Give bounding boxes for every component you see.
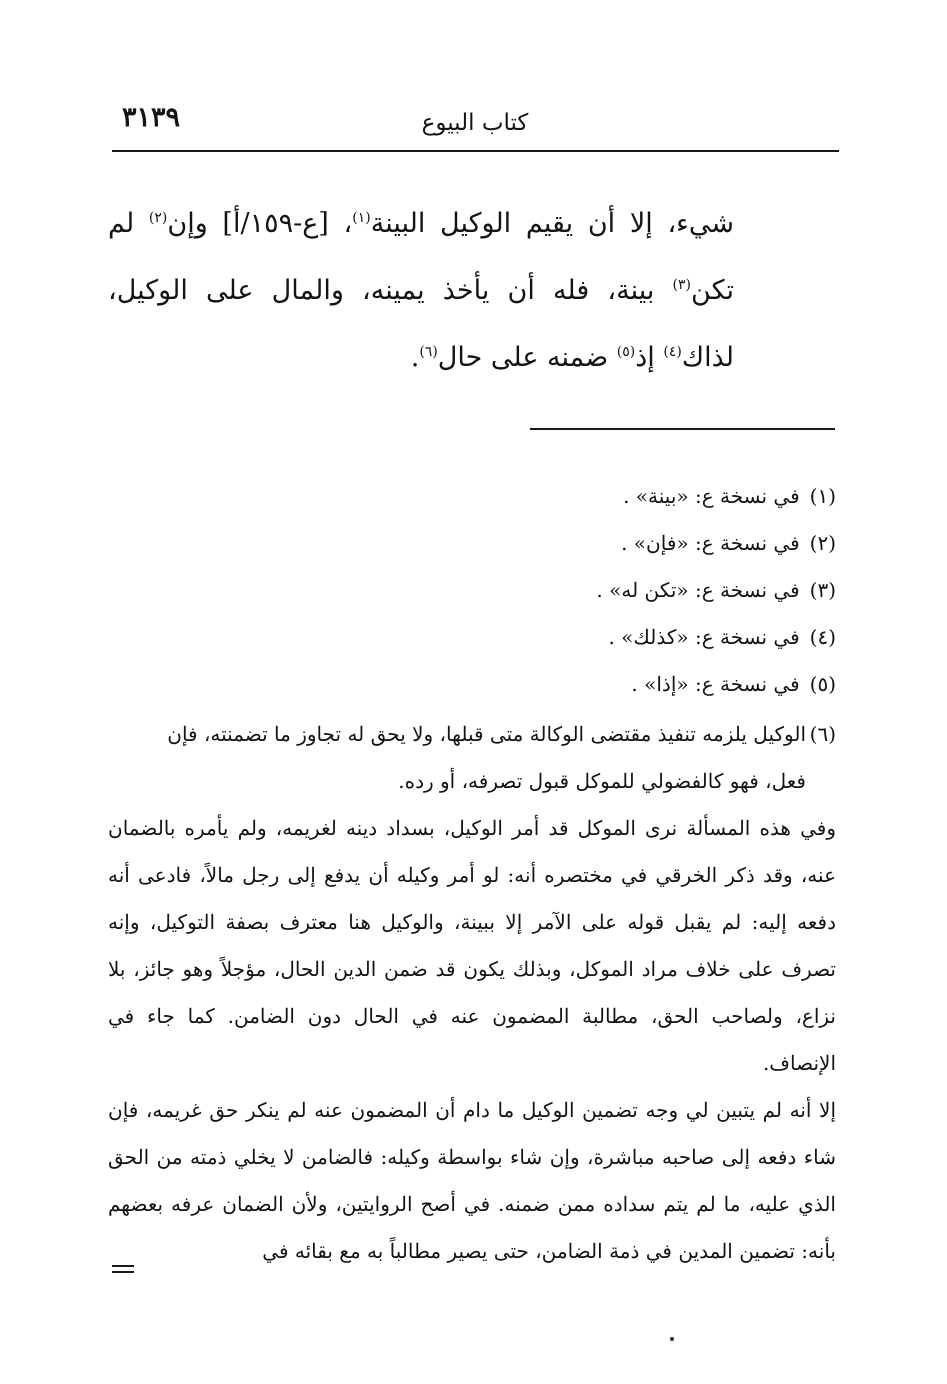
page-speck bbox=[670, 1337, 674, 1341]
footnote-separator bbox=[530, 428, 835, 430]
footnote-number: (٥) bbox=[809, 672, 836, 696]
footnote-number: (٣) bbox=[809, 578, 836, 602]
footnote-text: في نسخة ع: «بينة» . bbox=[623, 484, 800, 508]
footnote-item bbox=[108, 664, 836, 711]
running-title: كتاب البيوع bbox=[421, 110, 529, 136]
main-text-segment: . bbox=[410, 342, 420, 373]
footnote-item bbox=[108, 570, 836, 617]
footnote-text: في نسخة ع: «تكن له» . bbox=[596, 578, 800, 602]
footnote-number: (٤) bbox=[809, 625, 836, 649]
footnote-ref: (٦) bbox=[419, 344, 438, 360]
footnote-text: في نسخة ع: «فإن» . bbox=[621, 531, 800, 555]
main-text-segment: إذ bbox=[635, 342, 664, 373]
footnote-text: فعل، فهو كالفضولي للموكل قبول تصرفه، أو رده. bbox=[398, 769, 806, 793]
footnote-ref: (١) bbox=[352, 210, 371, 226]
main-text-segment: ، [ع-١٥٩/أ] وإن bbox=[167, 208, 353, 239]
footnote-number: (٦) bbox=[809, 722, 836, 746]
continuation-mark bbox=[112, 1265, 134, 1277]
footnote-text: في نسخة ع: «كذلك» . bbox=[608, 625, 800, 649]
footnote-item-long bbox=[108, 711, 836, 805]
footnote-paragraph: وفي هذه المسألة نرى الموكل قد أمر الوكيل، بسداد دينه لغريمه، ولم يأمره بالضمان عنه، وقد ذكر الخرقي في مختصره أنه: لو أمر وكيله أن يدفع إلى رجل مالاً، فادعى أنه دفعه إليه: لم يقبل قوله على الآمر إلا ببينة، والوكيل هنا معترف بصفة التوكيل، وإنه تصرف على خلاف مراد الموكل، وبذلك يكون قد ضمن الدين الحال، مؤجلاً وهو جائز، بلا نزاع، ولصاحب الحق، مطالبة المضمون عنه في الحال دون الضامن. كما جاء في الإنصاف. bbox=[108, 816, 836, 1075]
main-text-segment: بينة، فله أن يأخذ يمينه، والمال على الوكيل، لذاك bbox=[108, 275, 734, 373]
main-text-segment: ضمنه على حال bbox=[437, 342, 617, 373]
header-rule bbox=[112, 150, 839, 152]
footnote-ref: (٤) bbox=[663, 344, 682, 360]
main-text bbox=[108, 190, 734, 391]
footnotes bbox=[108, 476, 836, 1275]
footnote-ref: (٣) bbox=[672, 277, 692, 293]
footnote-paragraph: إلا أنه لم يتبين لي وجه تضمين الوكيل ما دام أن المضمون عنه لم ينكر حق غريمه، فإن شاء دفعه إلى صاحبه مباشرة، وإن شاء بواسطة وكيله: فالضامن لا يخلي ذمته من الحق الذي عليه، ما لم يتم سداده ممن ضمنه. في أصح الروايتين، ولأن الضمان عرفه بعضهم بأنه: تضمين المدين في ذمة الضامن، حتى يصير مطالباً به مع بقائه في bbox=[108, 1098, 837, 1263]
footnote-number: (١) bbox=[809, 484, 836, 508]
footnote-ref: (٢) bbox=[148, 210, 168, 226]
footnote-number: (٢) bbox=[809, 531, 836, 555]
page-number: ٣١٣٩ bbox=[122, 102, 181, 133]
main-text-segment: لم تكن bbox=[108, 208, 734, 306]
footnote-item bbox=[108, 476, 836, 523]
footnote-item bbox=[108, 617, 836, 664]
footnote-item bbox=[108, 523, 836, 570]
footnote-text: في نسخة ع: «إذا» . bbox=[631, 672, 800, 696]
page-header bbox=[112, 100, 838, 146]
footnote-text: الوكيل يلزمه تنفيذ مقتضى الوكالة متى قبلها، ولا يحق له تجاوز ما تضمنته، فإن bbox=[167, 722, 806, 746]
footnote-ref: (٥) bbox=[616, 344, 636, 360]
main-text-segment: شيء، إلا أن يقيم الوكيل البينة bbox=[370, 208, 734, 239]
